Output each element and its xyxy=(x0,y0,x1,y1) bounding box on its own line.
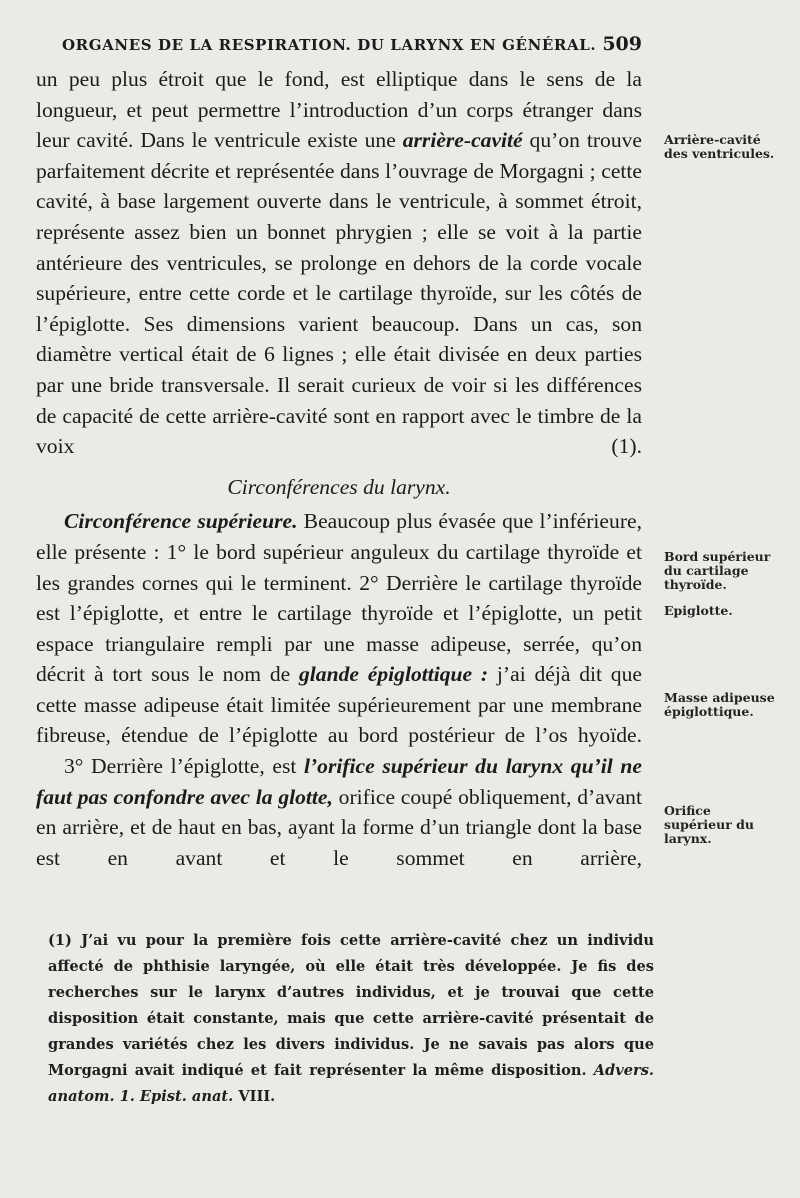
footnote xyxy=(48,928,654,1110)
paragraph-arriere-cavite: un peu plus étroit que le fond, est elliptique dans le sens de la longueur, et peut permettre l’introduction d’un corps étranger dans leur cavité. Dans le ventricule existe une arrière-cavité qu’on trouve parfaitement décrite et représentée dans l’ouvrage de Morgagni ; cette cavité, à base largement ouverte dans le ventricule, à sommet étroit, représente assez bien un bonnet phrygien ; elle se voit à la partie antérieure des ventricules, se prolonge en dehors de la corde vocale supérieure, entre cette corde et le cartilage thyroïde, sur les côtés de l’épiglotte. Ses dimensions varient beaucoup. Dans un cas, son diamètre vertical était de 6 lignes ; elle était divisée en deux parties par une bride transversale. Il serait curieux de voir si les différences de capacité de cette arrière-cavité sont en rapport avec le timbre de la voix (1). xyxy=(36,67,642,459)
section-heading: Circonférences du larynx. xyxy=(227,474,451,499)
margin-note-arriere-cavite: Arrière-cavité des ventricules. xyxy=(664,132,775,161)
footnote-1: (1) J’ai vu pour la première fois cette arrière-cavité chez un individu affecté de phthisie laryngée, où elle était très développée. Je fis des recherches sur le larynx d’autres individus, et je trouvai que cette disposition était constante, mais que cette arrière-cavité présentait de grandes variétés chez les divers individus. Je ne savais pas alors que Morgagni avait indiqué et fait représenter la même disposition. Advers. anatom. 1. Epist. anat. VIII. xyxy=(48,932,654,1105)
footnote-reference: Advers. anatom. 1. Epist. anat. xyxy=(48,1062,654,1105)
margin-note-orifice: Orifice supérieur du larynx. xyxy=(664,803,754,846)
term-orifice-superieur: l’orifice supérieur du larynx qu’il ne faut pas confondre avec la glotte, xyxy=(36,754,642,809)
main-text xyxy=(36,64,642,873)
margin-note-epiglotte: Epiglotte. xyxy=(664,603,733,618)
paragraph-circonference-superieure: Circonférence supérieure. Beaucoup plus évasée que l’inférieure, elle présente : 1° le bord supérieur anguleux du cartilage thyroïde et les grandes cornes qui le terminent. 2° Derrière le cartilage thyroïde est l’épiglotte, et entre le cartilage thyroïde et l’épiglotte, un petit espace triangulaire rempli par une masse adipeuse, serrée, qu’on décrit à tort sous le nom de glande épiglottique : j’ai déjà dit que cette masse adipeuse était limitée supérieurement par une membrane fibreuse, étendue de l’épiglotte au bord postérieur de l’os hyoïde. xyxy=(36,509,642,748)
paragraph-orifice: 3° Derrière l’épiglotte, est l’orifice supérieur du larynx qu’il ne faut pas confondre avec la glotte, orifice coupé obliquement, d’avant en arrière, et de haut en bas, ayant la forme d’un triangle dont la base est en avant et le sommet en arrière, xyxy=(36,754,642,870)
term-circonference-superieure: Circonférence supérieure. xyxy=(64,509,298,534)
margin-note-masse-adipeuse: Masse adipeuse épiglottique. xyxy=(664,690,775,719)
page-number: 509 xyxy=(602,33,642,55)
term-glande-epiglottique: glande épiglottique : xyxy=(299,662,489,687)
running-head xyxy=(62,33,642,55)
margin-note-bord-superieur: Bord supérieur du cartilage thyroïde. xyxy=(664,549,771,592)
bleed-through-text xyxy=(640,90,790,106)
term-arriere-cavite: arrière-cavité xyxy=(402,128,523,153)
running-head-title: ORGANES DE LA RESPIRATION. DU LARYNX EN GÉNÉRAL. xyxy=(62,36,597,54)
